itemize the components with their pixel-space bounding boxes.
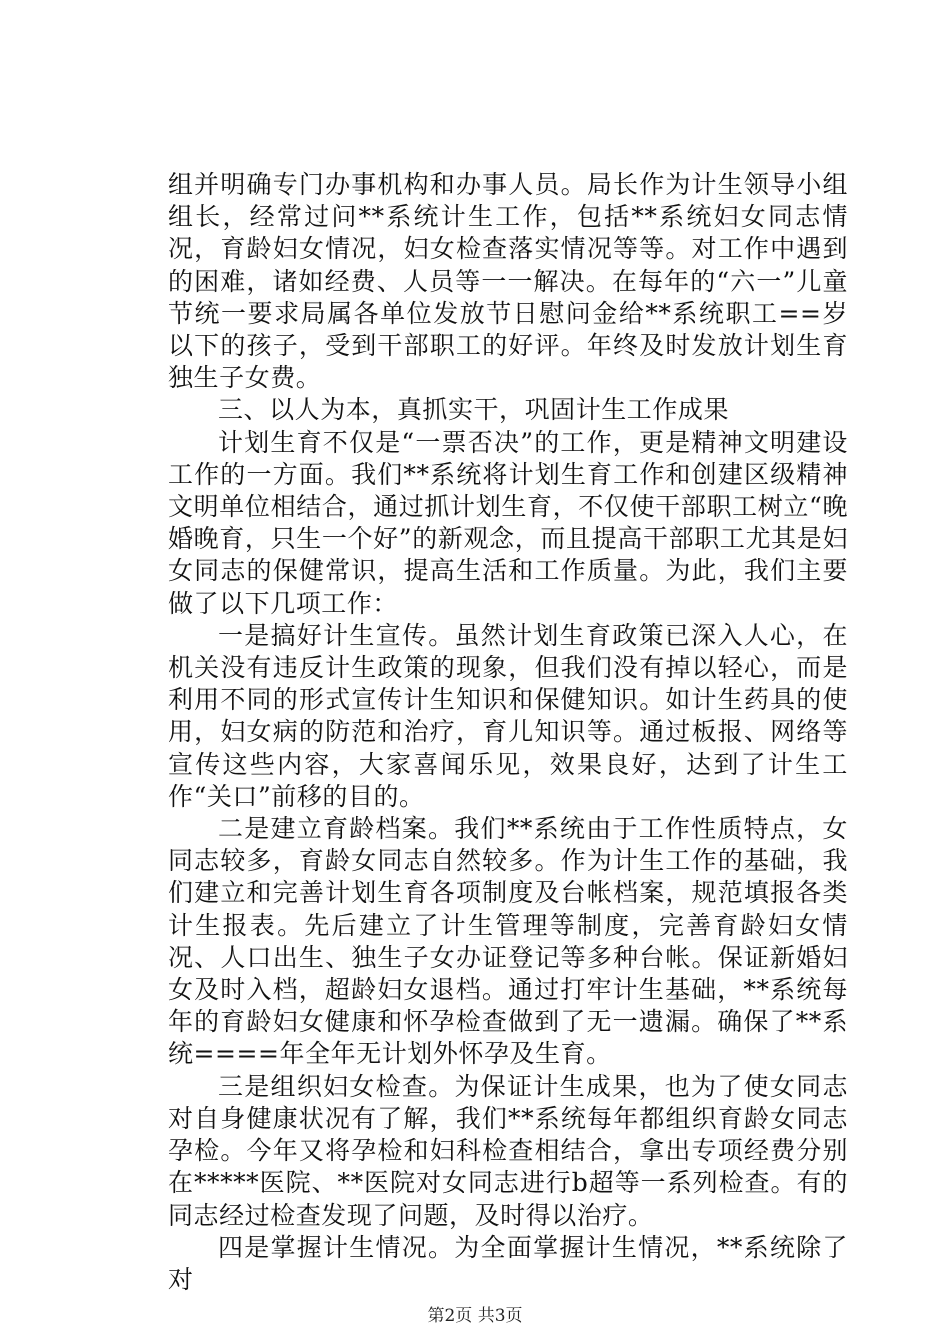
paragraph-item-1: 一是搞好计生宣传。虽然计划生育政策已深入人心，在机关没有违反计生政策的现象，但我们没有掉以轻心，而是利用不同的形式宣传计生知识和保健知识。如计生药具的使用，妇女病的防范和治疗，育儿知识等。通过板报、网络等宣传这些内容，大家喜闻乐见，效果良好，达到了计生工作“关口”前移的目的。: [168, 620, 848, 811]
paragraph-item-4: 四是掌握计生情况。为全面掌握计生情况，**系统除了对: [168, 1232, 848, 1294]
paragraph-item-3: 三是组织妇女检查。为保证计生成果，也为了使女同志对自身健康状况有了解，我们**系统每年都组织育龄女同志孕检。今年又将孕检和妇科检查相结合，拿出专项经费分别在*****医院、**医院对女同志进行b超等一系列检查。有的同志经过检查发现了问题，及时得以治疗。: [168, 1071, 848, 1230]
paragraph-item-2: 二是建立育龄档案。我们**系统由于工作性质特点，女同志较多，育龄女同志自然较多。作为计生工作的基础，我们建立和完善计划生育各项制度及台帐档案，规范填报各类计生报表。先后建立了计生管理等制度，完善育龄妇女情况、人口出生、独生子女办证登记等多种台帐。保证新婚妇女及时入档，超龄妇女退档。通过打牢计生基础，**系统每年的育龄妇女健康和怀孕检查做到了无一遗漏。确保了**系统====年全年无计划外怀孕及生育。: [168, 814, 848, 1069]
page-number-footer: 第2页 共3页: [427, 1306, 523, 1326]
paragraph-leadership: 组并明确专门办事机构和办事人员。局长作为计生领导小组组长，经常过问**系统计生工作，包括**系统妇女同志情况，育龄妇女情况，妇女检查落实情况等等。对工作中遇到的困难，诸如经费、人员等一一解决。在每年的“六一”儿童节统一要求局属各单位发放节日慰问金给**系统职工==岁以下的孩子，受到干部职工的好评。年终及时发放计划生育独生子女费。: [168, 170, 848, 393]
paragraph-intro: 计划生育不仅是“一票否决”的工作，更是精神文明建设工作的一方面。我们**系统将计划生育工作和创建区级精神文明单位相结合，通过抓计划生育，不仅使干部职工树立“晚婚晚育，只生一个好”的新观念，而且提高干部职工尤其是妇女同志的保健常识，提高生活和工作质量。为此，我们主要做了以下几项工作：: [168, 427, 848, 618]
document-body: [168, 169, 848, 1296]
section-heading-3: 三、以人为本，真抓实干，巩固计生工作成果: [218, 395, 730, 425]
